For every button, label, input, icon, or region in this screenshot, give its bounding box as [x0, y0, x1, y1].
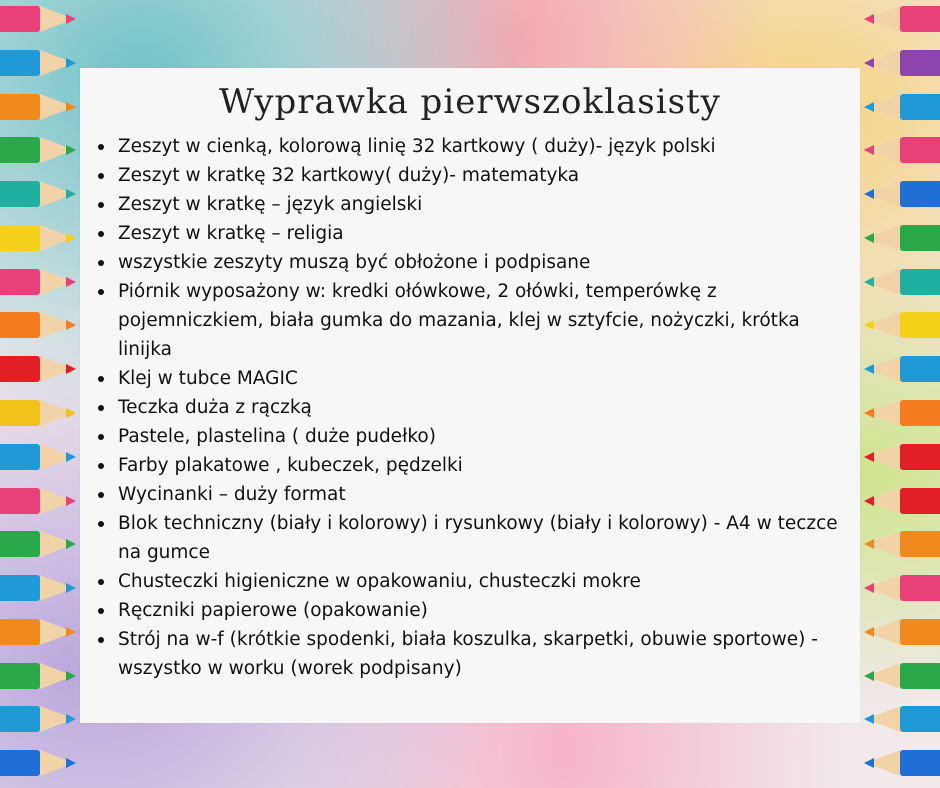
list-item: Piórnik wyposażony w: kredki ołówkowe, 2 ołówki, temperówkę z pojemniczkiem, biała gumka do mazania, klej w sztyfcie, nożyczki, krótka linijka [118, 277, 852, 364]
pencil-tip [66, 758, 76, 768]
list-item: Blok techniczny (biały i kolorowy) i rysunkowy (biały i kolorowy) - A4 w teczce na gumce [118, 509, 852, 567]
pencil-body [0, 181, 40, 207]
list-item: Zeszyt w cienką, kolorową linię 32 kartkowy ( duży)- język polski [118, 132, 852, 161]
pencil-tip [864, 496, 874, 506]
pencil-body [0, 137, 40, 163]
pencil-body [0, 94, 40, 120]
list-item: Klej w tubce MAGIC [118, 364, 852, 393]
pencil-body [0, 575, 40, 601]
pencil-tip [66, 277, 76, 287]
pencil-tip [66, 452, 76, 462]
list-item: Chusteczki higieniczne w opakowaniu, chusteczki mokre [118, 567, 852, 596]
pencil-tip [864, 539, 874, 549]
pencil-tip [864, 189, 874, 199]
pencil-body [900, 619, 940, 645]
list-item: Strój na w-f (krótkie spodenki, biała koszulka, skarpetki, obuwie sportowe) - wszystko w worku (worek podpisany) [118, 625, 852, 683]
pencil-tip [66, 58, 76, 68]
pencil-body [900, 750, 940, 776]
pencil-tip [864, 671, 874, 681]
pencil-body [900, 6, 940, 32]
pencil-body [0, 6, 40, 32]
pencil-tip [66, 408, 76, 418]
pencil-body [900, 663, 940, 689]
pencil-tip [864, 233, 874, 243]
pencil-body [900, 356, 940, 382]
pencil-tip [66, 102, 76, 112]
pencil-body [900, 269, 940, 295]
pencil-decoration [820, 750, 940, 776]
pencil-body [0, 706, 40, 732]
pencil-tip [864, 58, 874, 68]
supply-list [80, 132, 860, 683]
pencil-decoration [820, 6, 940, 32]
list-item: Pastele, plastelina ( duże pudełko) [118, 422, 852, 451]
pencil-tip [864, 102, 874, 112]
pencil-decoration [0, 750, 120, 776]
pencil-body [0, 312, 40, 338]
pencil-tip [66, 671, 76, 681]
list-item: Zeszyt w kratkę – język angielski [118, 190, 852, 219]
pencil-body [0, 225, 40, 251]
pencil-tip [66, 627, 76, 637]
list-item: Zeszyt w kratkę 32 kartkowy( duży)- matematyka [118, 161, 852, 190]
pencil-body [0, 531, 40, 557]
pencil-body [0, 619, 40, 645]
pencil-body [0, 269, 40, 295]
pencil-tip [864, 627, 874, 637]
pencil-body [900, 181, 940, 207]
list-item: Wycinanki – duży format [118, 480, 852, 509]
pencil-body [900, 94, 940, 120]
pencil-body [900, 531, 940, 557]
pencil-body [0, 50, 40, 76]
pencil-tip [66, 496, 76, 506]
pencil-tip [864, 758, 874, 768]
pencil-body [0, 750, 40, 776]
pencil-tip [66, 14, 76, 24]
list-item: Ręczniki papierowe (opakowanie) [118, 596, 852, 625]
pencil-body [900, 137, 940, 163]
pencil-body [900, 706, 940, 732]
pencil-tip [66, 714, 76, 724]
content-card [80, 68, 860, 723]
pencil-tip [864, 14, 874, 24]
pencil-decoration [0, 6, 120, 32]
pencil-body [0, 356, 40, 382]
pencil-tip [864, 320, 874, 330]
pencil-tip [66, 583, 76, 593]
pencil-tip [66, 364, 76, 374]
pencil-tip [66, 320, 76, 330]
pencil-body [900, 400, 940, 426]
pencil-body [900, 575, 940, 601]
pencil-tip [864, 452, 874, 462]
page-title: Wyprawka pierwszoklasisty [219, 82, 721, 122]
pencil-tip [66, 189, 76, 199]
pencil-body [900, 444, 940, 470]
pencil-body [900, 488, 940, 514]
pencil-tip [864, 145, 874, 155]
pencil-tip [864, 583, 874, 593]
pencil-body [0, 444, 40, 470]
pencil-tip [864, 714, 874, 724]
pencil-body [0, 663, 40, 689]
list-item: Zeszyt w kratkę – religia [118, 219, 852, 248]
pencil-tip [864, 277, 874, 287]
pencil-tip [66, 233, 76, 243]
pencil-tip [66, 145, 76, 155]
pencil-body [900, 312, 940, 338]
list-item: Farby plakatowe , kubeczek, pędzelki [118, 451, 852, 480]
pencil-body [0, 488, 40, 514]
pencil-tip [864, 364, 874, 374]
pencil-body [900, 225, 940, 251]
list-item: Teczka duża z rączką [118, 393, 852, 422]
list-item: wszystkie zeszyty muszą być obłożone i podpisane [118, 248, 852, 277]
pencil-body [900, 50, 940, 76]
pencil-tip [864, 408, 874, 418]
pencil-tip [66, 539, 76, 549]
pencil-body [0, 400, 40, 426]
